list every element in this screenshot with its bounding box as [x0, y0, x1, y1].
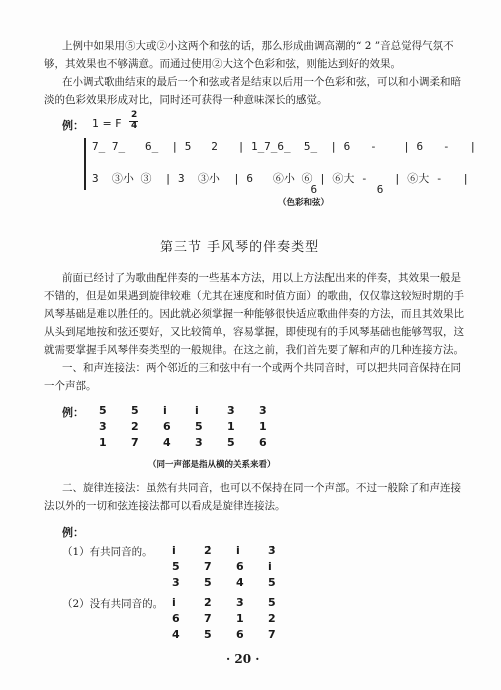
paragraph-line: 够，其效果也不够满意。而通过使用②大这个色彩和弦，则能达到好的效果。 [44, 58, 401, 70]
grid-cell: 6 [163, 420, 171, 433]
paragraph-line: 二、旋律连接法：虽然有共同音，也可以不保持在同一个声部。不过一般除了和声连接 [62, 482, 461, 494]
grid-cell: 1 [259, 420, 267, 433]
paragraph-line: 风琴基础是难以胜任的。因此就必须掌握一种能够很快适应歌曲伴奏的方法，而且其效果比 [44, 308, 464, 320]
melody-staff: 7̲ 7̲ 6̲ | 5 2 | 1̲7̲6̲ 5̲ | 6 - | 6 - | [92, 140, 477, 153]
paragraph-line: 就需要掌握手风琴伴奏类型的一般规律。在这之前，我们首先要了解和声的几种连接方法。 [44, 344, 464, 356]
grid-cell: 3 [236, 596, 244, 609]
paragraph-line: 从头到尾地按和弦还要好，又比较简单，容易掌握，即使现有的手风琴基础也能够驾驭，这 [44, 326, 464, 338]
grid-cell: 7 [204, 560, 212, 573]
grid-cell: 5 [268, 576, 276, 589]
grid-cell: 4 [236, 576, 244, 589]
example-label: 例： [62, 526, 84, 539]
grid-cell: 3 [195, 436, 203, 449]
grid-cell: 5 [131, 404, 139, 417]
example-caption: （同一声部是指从横的关系来看） [148, 460, 276, 470]
grid-cell: 3 [259, 404, 267, 417]
grid-cell: 6 [172, 612, 180, 625]
paragraph-line: 在小调式歌曲结束的最后一个和弦或者是结束以后用一个色彩和弦，可以和小调柔和暗 [62, 76, 461, 88]
grid-cell: 7 [131, 436, 139, 449]
grid-cell: 4 [163, 436, 171, 449]
paragraph-line: 前面已经讨了为歌曲配伴奏的一些基本方法，用以上方法配出来的伴奏，其效果一般是 [62, 272, 461, 284]
grid-cell: i̇ [195, 404, 199, 417]
paragraph-line: 淡的色彩效果形成对比，同时还可获得一种意味深长的感觉。 [44, 94, 328, 106]
grid-cell: 2 [131, 420, 139, 433]
grid-cell: 3 [172, 576, 180, 589]
score-bracket [84, 138, 86, 190]
grid-cell: 5 [204, 576, 212, 589]
time-signature-bottom: 4 [131, 121, 138, 131]
grid-cell: 1 [236, 612, 244, 625]
chord-staff: 3 ③小 ③ | 3 ③小 | 6 ⑥小 ⑥ | ⑥大 - | ⑥大 - | [92, 172, 470, 185]
grid-cell: 7 [268, 628, 276, 641]
grid-cell: 4 [172, 628, 180, 641]
grid-cell: i̇ [172, 596, 176, 609]
grid-cell: i̇ [172, 544, 176, 557]
time-signature-top: 2 [131, 110, 138, 120]
section-title: 第三节 手风琴的伴奏类型 [160, 240, 320, 255]
example-label: 例： [62, 119, 84, 132]
grid-cell: 5 [204, 628, 212, 641]
grid-cell: 6 [236, 628, 244, 641]
grid-cell: 5 [227, 436, 235, 449]
key-signature: 1 = F [92, 117, 122, 130]
grid-cell: i̇ [236, 544, 240, 557]
example-label: 例： [62, 406, 84, 419]
grid-cell: 5 [172, 560, 180, 573]
grid-cell: 2 [268, 612, 276, 625]
grid-cell: 7 [204, 612, 212, 625]
grid-cell: 1 [99, 436, 107, 449]
paragraph-line: 不错的，但是如果遇到旋律较难（尤其在速度和时值方面）的歌曲，仅仅靠这较短时期的手 [44, 290, 464, 302]
grid-cell: 6 [236, 560, 244, 573]
grid-cell: 3 [99, 420, 107, 433]
paragraph-line: 上例中如果用⑤大或②小这两个和弦的话，那么形成曲调高潮的“ 2̇ ”音总觉得气氛不 [62, 40, 454, 52]
paragraph-line: 法以外的一切和弦连接法都可以看成是旋律连接法。 [44, 500, 286, 512]
grid-cell: 3 [227, 404, 235, 417]
grid-cell: 6 [259, 436, 267, 449]
grid-cell: 1 [227, 420, 235, 433]
paragraph-line: 一个声部。 [44, 380, 97, 392]
case-label: （1）有共同音的。 [62, 546, 153, 558]
grid-cell: i̇ [163, 404, 167, 417]
paragraph-line: 一、和声连接法：两个邻近的三和弦中有一个或两个共同音时，可以把共同音保持在同 [62, 362, 461, 374]
grid-cell: 5 [268, 596, 276, 609]
case-label: （2）没有共同音的。 [62, 598, 164, 610]
grid-cell: 2̇ [204, 544, 212, 557]
grid-cell: 2̇ [204, 596, 212, 609]
grid-cell: 5 [195, 420, 203, 433]
score-caption: （色彩和弦） [278, 198, 330, 208]
grid-cell: 5 [99, 404, 107, 417]
page-number: · 20 · [226, 652, 260, 666]
grid-cell: 3̇ [268, 544, 276, 557]
grid-cell: i̇ [268, 560, 272, 573]
chord-staff-low: 6 6 [92, 183, 384, 196]
